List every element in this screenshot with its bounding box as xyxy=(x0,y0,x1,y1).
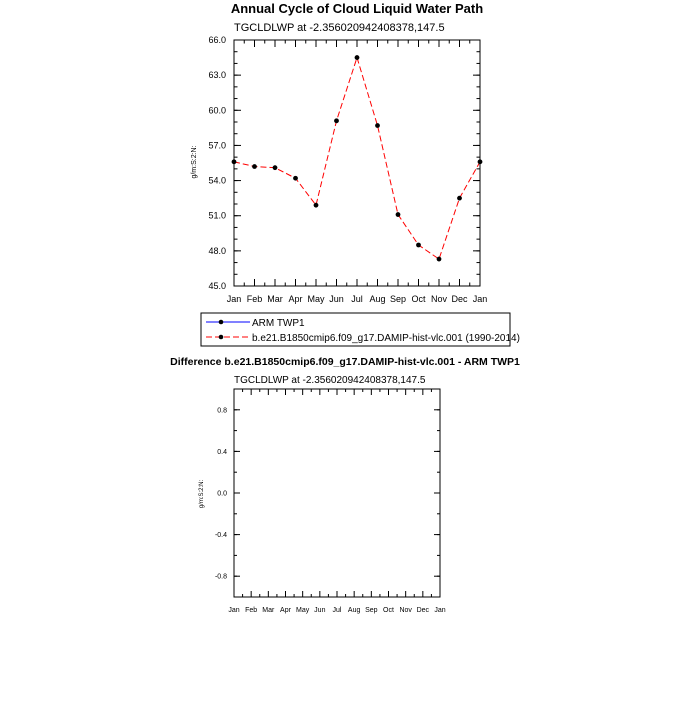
chart1-x-tick-label: May xyxy=(307,294,325,304)
chart2-title: Difference b.e21.B1850cmip6.f09_g17.DAMIP-hist-vlc.001 - ARM TWP1 xyxy=(170,356,520,368)
chart1-x-tick-label: Jun xyxy=(329,294,344,304)
chart1-x-tick-label: Jan xyxy=(472,294,488,304)
chart1-x-tick-label: Jul xyxy=(351,294,363,304)
data-point xyxy=(355,55,360,60)
chart1-y-axis-label: g/m:S:2:N: xyxy=(191,145,198,179)
legend-label-arm: ARM TWP1 xyxy=(252,318,305,329)
data-point xyxy=(396,212,401,217)
chart2-x-tick-label: Dec xyxy=(416,607,430,614)
chart1-x-tick-label: Oct xyxy=(411,294,426,304)
chart1-x-tick-label: Apr xyxy=(288,294,303,304)
data-point xyxy=(478,159,483,164)
chart1-x-tick-label: Aug xyxy=(369,294,386,304)
chart1-x-tick-label: Jan xyxy=(226,294,242,304)
chart2-subtitle: TGCLDLWP at -2.356020942408378,147.5 xyxy=(234,375,426,386)
legend-marker-arm xyxy=(219,320,224,325)
chart1-y-tick-label: 66.0 xyxy=(208,35,226,45)
data-point xyxy=(457,196,462,201)
chart2-y-axis-label: g/m:S:2:N: xyxy=(199,479,205,509)
chart2-y-tick-label: 0.4 xyxy=(217,448,227,456)
data-point xyxy=(334,118,339,123)
chart2-frame xyxy=(234,389,440,597)
data-point xyxy=(375,123,380,128)
chart1-y-tick-label: 48.0 xyxy=(208,245,226,256)
chart1-x-tick-label: Mar xyxy=(267,294,283,304)
chart1-y-tick-label: 51.0 xyxy=(208,210,226,221)
chart1-axes xyxy=(208,35,487,304)
chart1-x-tick-label: Sep xyxy=(389,294,407,304)
data-point xyxy=(437,257,442,262)
chart1-y-tick-label: 60.0 xyxy=(208,105,226,116)
legend xyxy=(201,313,520,346)
chart1-y-tick-label: 63.0 xyxy=(208,70,226,81)
chart2-x-tick-label: May xyxy=(296,607,310,614)
chart1-title: Annual Cycle of Cloud Liquid Water Path xyxy=(230,1,484,16)
data-point xyxy=(293,176,298,181)
chart2-x-tick-label: Jul xyxy=(332,607,342,614)
chart2-axes xyxy=(215,389,446,614)
chart2-y-tick-label: -0.8 xyxy=(214,573,227,581)
data-point xyxy=(314,203,319,208)
legend-marker-model xyxy=(219,335,224,340)
legend-label-model: b.e21.B1850cmip6.f09_g17.DAMIP-hist-vlc.001 (1990-2014) xyxy=(252,333,520,344)
chart1-x-tick-label: Feb xyxy=(246,294,263,304)
chart2-x-tick-label: Nov xyxy=(399,607,412,614)
chart2-x-tick-label: Aug xyxy=(347,607,361,614)
chart2-x-tick-label: Jan xyxy=(434,607,446,614)
chart2-y-tick-label: 0.8 xyxy=(217,407,227,415)
chart2-x-tick-label: Mar xyxy=(262,607,275,614)
data-point xyxy=(252,164,257,169)
chart2-y-tick-label: 0.0 xyxy=(217,490,227,498)
chart2-x-tick-label: Sep xyxy=(365,607,378,614)
chart2-x-tick-label: Oct xyxy=(383,607,394,614)
data-point xyxy=(416,243,421,248)
data-point xyxy=(232,159,237,164)
chart2-x-tick-label: Apr xyxy=(280,607,291,614)
chart2-x-tick-label: Jun xyxy=(314,607,326,614)
chart1-x-tick-label: Dec xyxy=(451,294,468,304)
chart1-y-tick-label: 57.0 xyxy=(208,140,226,151)
chart1-x-tick-label: Nov xyxy=(430,294,448,304)
chart1-y-tick-label: 45.0 xyxy=(208,281,226,291)
chart1-y-tick-label: 54.0 xyxy=(208,175,226,186)
data-point xyxy=(273,165,278,170)
chart2-x-tick-label: Jan xyxy=(228,607,240,614)
chart1-subtitle: TGCLDLWP at -2.356020942408378,147.5 xyxy=(234,22,445,34)
chart2-x-tick-label: Feb xyxy=(245,607,258,614)
chart1-frame xyxy=(234,40,480,286)
chart2-y-tick-label: -0.4 xyxy=(214,532,227,540)
chart1-plot-area xyxy=(232,55,483,261)
series-line-1 xyxy=(234,58,480,259)
